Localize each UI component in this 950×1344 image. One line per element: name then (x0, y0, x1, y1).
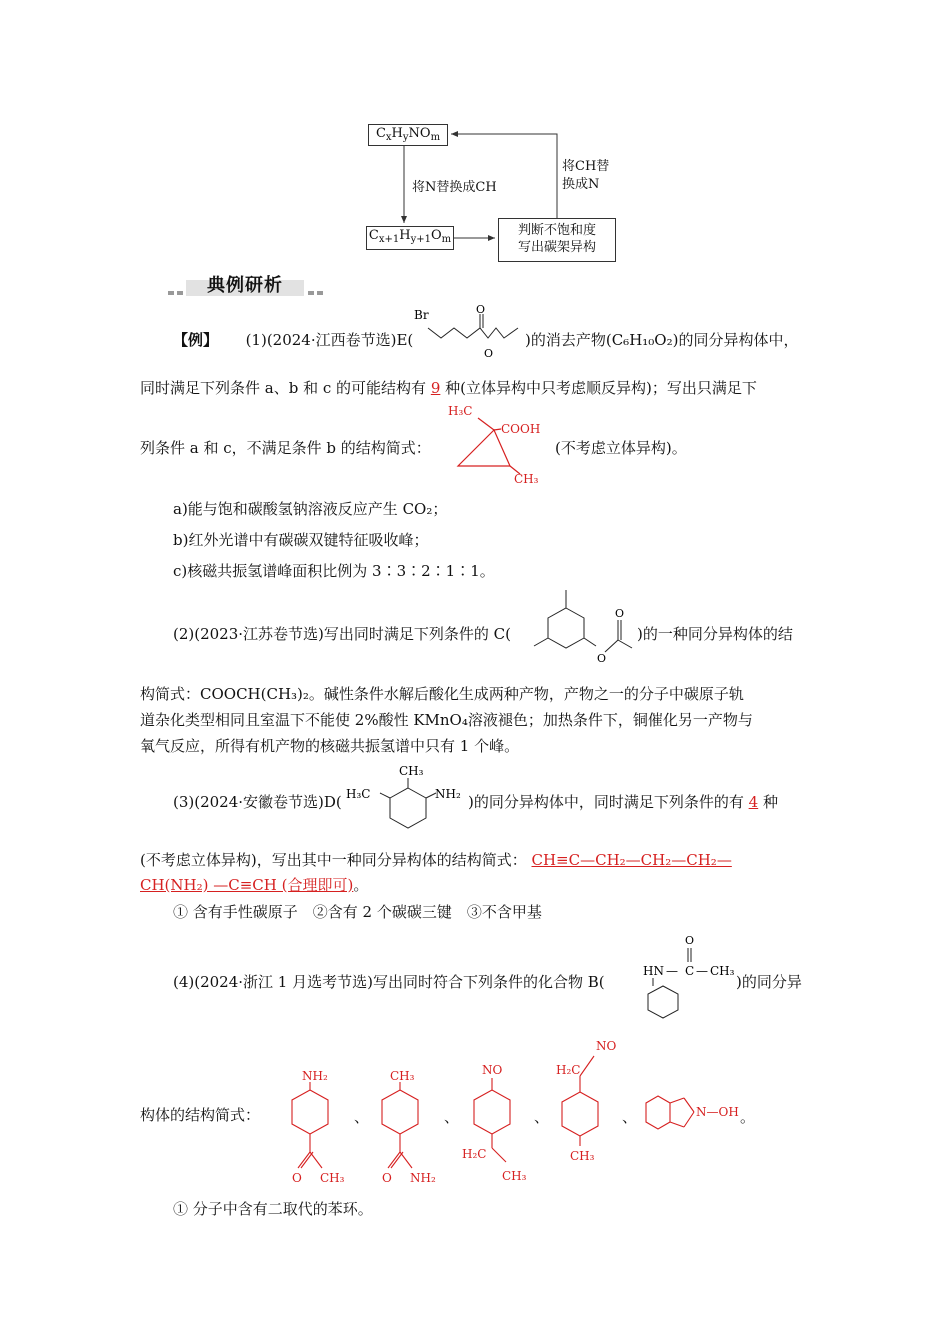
example-tag: 【例】 (173, 331, 219, 349)
ex2-line4: 氧气反应，所得有机产物的核磁共振氢谱中只有 1 个峰。 (140, 737, 520, 755)
arrow-up-label (562, 158, 609, 194)
ex1-prefix: (1)(2024·江西卷节选)E( (245, 331, 414, 349)
ans-h3c: H₃C (448, 404, 473, 418)
ex1-line1 (173, 329, 413, 351)
svg-text:—: — (666, 964, 678, 978)
ex3-answer-line2: CH(NH₂) —C≡CH (合理即可) (140, 876, 354, 894)
molecule-d (340, 760, 470, 832)
ans4-no: NO (596, 1039, 617, 1053)
ex3-line1-suffix (468, 791, 778, 813)
sep-1: 、 (354, 1108, 370, 1126)
ans4-h2c: H₂C (556, 1063, 581, 1077)
ans3-h2c: H₂C (462, 1147, 487, 1161)
ex1-cond-b: b)红外光谱中有碳碳双键特征吸收峰； (173, 531, 429, 549)
flow-box-hydrocarbon: $C_{x+1}H_{y+1}O_m$ (366, 226, 454, 250)
ex4-line1: (4)(2024·浙江 1 月选考节选)写出同时符合下列条件的化合物 B( (173, 973, 605, 991)
ex1-line3: 列条件 a 和 c，不满足条件 b 的结构简式： (140, 439, 431, 457)
ans3-no: NO (482, 1063, 503, 1077)
ans3-ch3: CH₃ (502, 1169, 527, 1183)
ex4-line2: 构体的结构简式： (140, 1106, 261, 1124)
ex2-line1: (2)(2023·江苏卷节选)写出同时满足下列条件的 C( (173, 625, 511, 643)
ans4-ch3: CH₃ (570, 1149, 595, 1163)
mol-c-o2: O (597, 652, 607, 665)
ex4-answers (270, 1030, 770, 1200)
flow-box-amine: $C_xH_yNO_m$ (368, 124, 448, 146)
mol-c-o1: O (615, 607, 625, 620)
molecule-e (408, 302, 528, 364)
ans2-top: CH₃ (390, 1069, 415, 1083)
arrow-up-label-line1: 将CH替 (562, 159, 610, 174)
mol-b-ch3: CH₃ (710, 964, 735, 978)
ans1-ch3: CH₃ (320, 1171, 345, 1185)
flow-box-judge-line1: 判断不饱和度 (517, 223, 596, 238)
mol-d-ch3: CH₃ (399, 764, 424, 778)
ex2-line1-suffix: )的一种同分异构体的结 (637, 625, 793, 643)
ex1-line2-b: 种(立体异构中只考虑顺反异构)；写出只满足下 (445, 379, 757, 397)
ex3-suffix-b: 种 (762, 793, 778, 811)
mol-b-c: C (685, 964, 695, 978)
svg-text:—: — (696, 964, 708, 978)
sep-2: 、 (444, 1108, 460, 1126)
flow-arrows (0, 0, 950, 300)
ex4-condition: ① 分子中含有二取代的苯环。 (173, 1200, 373, 1218)
ans2-nh2: NH₂ (410, 1171, 436, 1185)
section-title: 典例研析 (207, 275, 283, 296)
ex3-line3 (140, 874, 368, 896)
flow-box-judge-line2: 写出碳架异构 (517, 240, 596, 255)
answer-cyclopropane (444, 396, 554, 488)
ex3-suffix-a: )的同分异构体中，同时满足下列条件的有 (468, 793, 744, 811)
ex4-end: 。 (740, 1108, 756, 1126)
ex3-line2 (140, 849, 732, 871)
ans1-top: NH₂ (302, 1069, 328, 1083)
sep-4: 、 (622, 1108, 638, 1126)
mol-d-nh2: NH₂ (435, 787, 461, 801)
ans1-o: O (292, 1171, 302, 1185)
molecule-b (640, 930, 740, 1022)
ex4-line1-suffix: )的同分异 (736, 973, 802, 991)
mol-b-nh: HN (643, 964, 664, 978)
ex3-conditions: ① 含有手性碳原子 ②含有 2 个碳碳三键 ③不含甲基 (173, 903, 542, 921)
ans-ch3: CH₃ (514, 472, 539, 486)
ans5-noh: N—OH (696, 1105, 739, 1119)
mol-d-h3c: H₃C (346, 787, 371, 801)
arrow-down-label: 将N替换成CH (412, 180, 497, 195)
ex3-line2-a: (不考虑立体异构)，写出其中一种同分异构体的结构简式： (140, 851, 527, 869)
mol-e-br: Br (414, 308, 429, 322)
arrow-up-label-line2: 换成N (562, 177, 600, 192)
mol-b-o: O (685, 934, 695, 947)
mol-e-o2: O (484, 347, 494, 360)
ex1-cond-c: c)核磁共振氢谱峰面积比例为 3∶3∶2∶1∶1。 (173, 562, 495, 580)
sep-3: 、 (534, 1108, 550, 1126)
ex1-line3-suffix: (不考虑立体异构)。 (555, 439, 687, 457)
ans-cooh: COOH (501, 422, 541, 436)
mol-e-o1: O (476, 303, 486, 316)
ex1-line1-suffix: )的消去产物(C₆H₁₀O₂)的同分异构体中， (525, 331, 799, 349)
ex2-line3: 道杂化类型相同且室温下不能使 2%酸性 KMnO₄溶液褪色；加热条件下，铜催化另一产物与 (140, 711, 753, 729)
ex1-cond-a: a)能与饱和碳酸氢钠溶液反应产生 CO₂； (173, 500, 448, 518)
ex3-answer-count: 4 (748, 793, 759, 811)
ex1-line2-a: 同时满足下列条件 a、b 和 c 的可能结构有 (140, 379, 427, 397)
molecule-c (528, 584, 648, 666)
ex2-line2: 构简式：COOCH(CH₃)₂。碱性条件水解后酸化生成两种产物，产物之一的分子中碳原子轨 (140, 685, 744, 703)
ex1-answer-count: 9 (430, 379, 441, 397)
ex3-line1: (3)(2024·安徽卷节选)D( (173, 793, 342, 811)
ex3-answer-line1: CH≡C—CH₂—CH₂—CH₂— (531, 851, 732, 869)
ex3-answer-end: 。 (353, 876, 369, 894)
ans2-o: O (382, 1171, 392, 1185)
